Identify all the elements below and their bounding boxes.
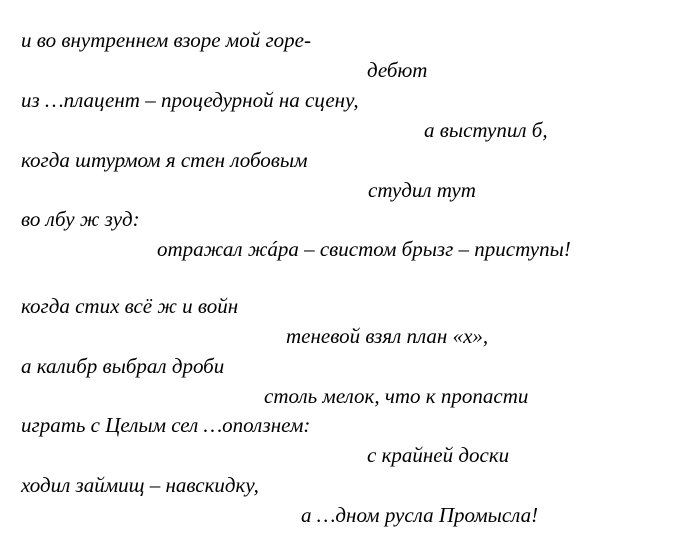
poem-line: студил тут: [368, 178, 476, 202]
poem-line: играть с Целым сел …оползнем:: [21, 413, 311, 437]
poem-line: а …дном русла Промысла!: [301, 503, 539, 527]
poem-line: когда штурмом я стен лобовым: [21, 148, 308, 172]
poem-line: из …плацент – процедурной на сцену,: [21, 88, 359, 112]
poem-line: а выступил б,: [424, 118, 548, 142]
poem-line: с крайней доски: [367, 443, 510, 467]
poem-line: ходил займищ – навскидку,: [21, 473, 259, 497]
poem-line: отражал жáра – свистом брызг – приступы!: [157, 237, 571, 261]
poem-line: и во внутреннем взоре мой горе-: [21, 28, 311, 52]
poem-line: когда стих всё ж и войн: [21, 294, 239, 318]
poem-line: во лбу ж зуд:: [21, 207, 140, 231]
poem-line: а калибр выбрал дроби: [21, 354, 225, 378]
poem-line: теневой взял план «х»,: [286, 324, 489, 348]
poem-line: дебют: [367, 58, 428, 82]
poem-line: столь мелок, что к пропасти: [264, 384, 529, 408]
